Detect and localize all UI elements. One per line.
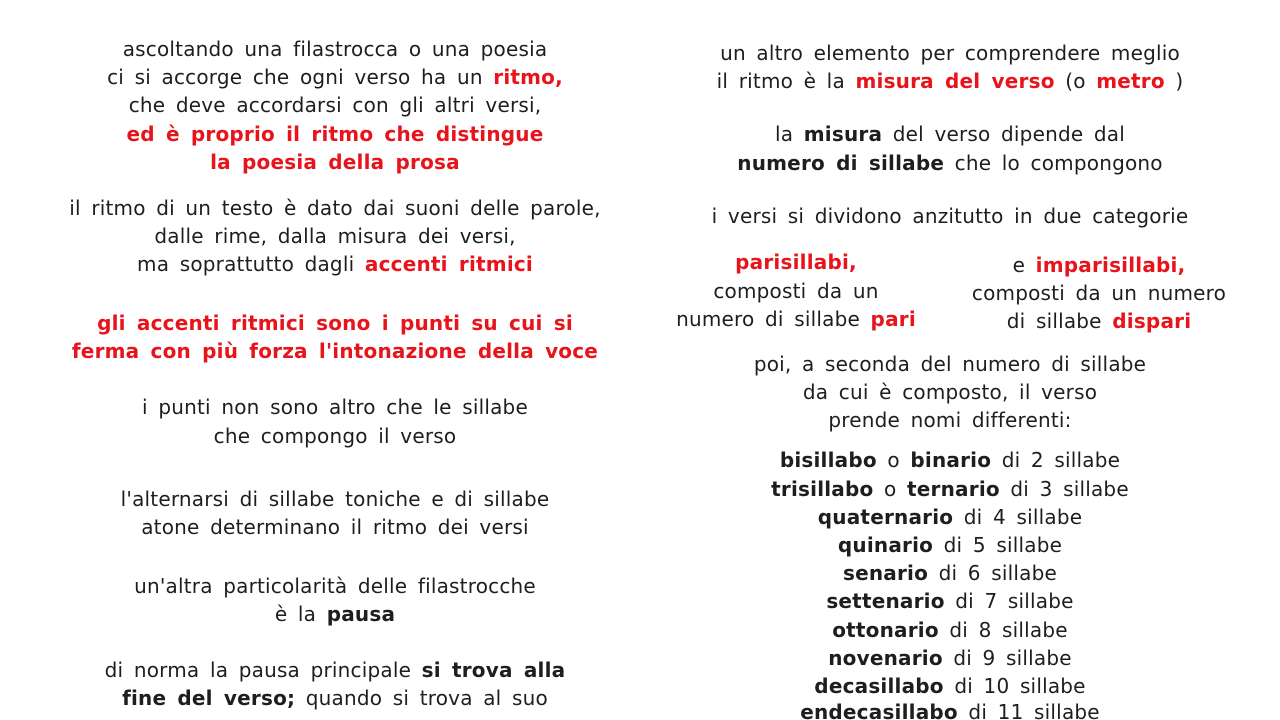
parisillabi-block [640, 0, 952, 340]
text: poi, a seconda del numero di sillabe [753, 352, 1147, 376]
text: di 3 sillabe [999, 477, 1129, 501]
text: l'alternarsi di sillabe toniche e di sillabe [120, 487, 550, 511]
text-line [0, 222, 670, 250]
text: ascoltando una filastrocca o una poesia [122, 37, 548, 61]
verse-row [640, 475, 1260, 503]
text: la poesia della prosa [210, 150, 460, 174]
highlight-line [0, 148, 670, 176]
bold-text: fine del verso; [122, 686, 296, 710]
text: i punti non sono altro che le sillabe [142, 395, 528, 419]
text-line [640, 378, 1260, 406]
text: quando si trova al suo [295, 686, 548, 710]
text: da cui è composto, il verso [802, 380, 1098, 404]
verse-name: endecasillabo [800, 700, 958, 720]
text: un altro elemento per comprendere meglio [720, 41, 1180, 65]
text: del verso dipende dal [882, 122, 1126, 146]
text: di 6 sillabe [928, 561, 1058, 585]
highlight-line [0, 337, 670, 365]
text: ci si accorge che ogni verso ha un [107, 65, 494, 89]
text: è la [274, 602, 327, 626]
highlight-metro: metro [1096, 69, 1165, 93]
text-line [0, 572, 670, 600]
verse-row [640, 698, 1260, 720]
text-line [0, 656, 670, 684]
highlight-imparisillabi: imparisillabi, [1035, 253, 1186, 277]
text: ) [1164, 69, 1184, 93]
text-line [640, 277, 952, 305]
text-line [640, 406, 1260, 434]
text-line [952, 307, 1246, 335]
text: composti da un [713, 279, 879, 303]
highlight-line [0, 120, 670, 148]
verse-name: trisillabo [771, 477, 874, 501]
text: ferma con più forza l'intonazione della voce [71, 339, 599, 363]
bold-misura: misura [803, 122, 883, 146]
verse-row [640, 503, 1260, 531]
verse-row [640, 559, 1260, 587]
verse-alt-name: binario [910, 448, 992, 472]
text: o [873, 477, 908, 501]
text-line [952, 279, 1246, 307]
text-line [0, 422, 670, 450]
bold-text: si trova alla [421, 658, 566, 682]
verse-alt-name: ternario [907, 477, 1000, 501]
text-line [0, 35, 670, 63]
highlight-line [640, 248, 952, 276]
text: ed è proprio il ritmo che distingue [126, 122, 544, 146]
text: di 5 sillabe [933, 533, 1063, 557]
highlight-ritmo: ritmo, [493, 65, 563, 89]
text-line [0, 250, 670, 278]
text: prende nomi differenti: [828, 408, 1072, 432]
text: dalle rime, dalla misura dei versi, [154, 224, 516, 248]
highlight-line [0, 309, 670, 337]
text: di 11 sillabe [957, 700, 1100, 720]
verse-name: ottonario [832, 618, 939, 642]
text: (o [1054, 69, 1097, 93]
verse-name: quaternario [817, 505, 954, 529]
bold-pausa: pausa [326, 602, 396, 626]
verse-name: novenario [828, 646, 943, 670]
highlight-dispari: dispari [1112, 309, 1192, 333]
highlight-accenti: accenti ritmici [364, 252, 533, 276]
verse-name: quinario [837, 533, 934, 557]
text-line [0, 393, 670, 421]
verse-row [640, 446, 1260, 474]
text: la [774, 122, 804, 146]
verse-name: settenario [826, 589, 945, 613]
text-line [0, 485, 670, 513]
text: i versi si dividono anzitutto in due categorie [711, 204, 1189, 228]
bold-numero-di-sillabe: numero di sillabe [737, 151, 945, 175]
text: di 2 sillabe [991, 448, 1121, 472]
verse-row [640, 644, 1260, 672]
text-line [0, 684, 670, 712]
verse-row [640, 531, 1260, 559]
verse-row [640, 587, 1260, 615]
text: di sillabe [1006, 309, 1113, 333]
text: parisillabi, [735, 250, 857, 274]
verse-row [640, 616, 1260, 644]
text: atone determinano il ritmo dei versi [141, 515, 529, 539]
text: che deve accordarsi con gli altri versi, [128, 93, 542, 117]
verse-name: bisillabo [779, 448, 877, 472]
text-line [0, 600, 670, 628]
text: che compongo il verso [213, 424, 457, 448]
highlight-misura-del-verso: misura del verso [855, 69, 1055, 93]
text: o [876, 448, 911, 472]
imparisillabi-block [952, 0, 1246, 340]
text-line [640, 350, 1260, 378]
text-line [0, 194, 670, 222]
verse-name: senario [842, 561, 929, 585]
text: un'altra particolarità delle filastrocche [134, 574, 536, 598]
text: il ritmo di un testo è dato dai suoni delle parole, [69, 196, 601, 220]
text: di 7 sillabe [944, 589, 1074, 613]
text: e [1012, 253, 1036, 277]
text: il ritmo è la [716, 69, 856, 93]
text-line [952, 251, 1246, 279]
text: di 8 sillabe [938, 618, 1068, 642]
highlight-pari: pari [870, 307, 916, 331]
text: di 9 sillabe [942, 646, 1072, 670]
text-line [0, 63, 670, 91]
text: ma soprattutto dagli [137, 252, 365, 276]
text: gli accenti ritmici sono i punti su cui si [97, 311, 573, 335]
text-line [0, 513, 670, 541]
text-line [640, 305, 952, 333]
text: di 10 sillabe [943, 674, 1086, 698]
text: di norma la pausa principale [104, 658, 422, 682]
text: composti da un numero [971, 281, 1227, 305]
text: che lo compongono [944, 151, 1163, 175]
text: numero di sillabe [676, 307, 871, 331]
verse-row [640, 672, 1260, 700]
verse-name: decasillabo [814, 674, 944, 698]
text-line [0, 91, 670, 119]
text: di 4 sillabe [953, 505, 1083, 529]
